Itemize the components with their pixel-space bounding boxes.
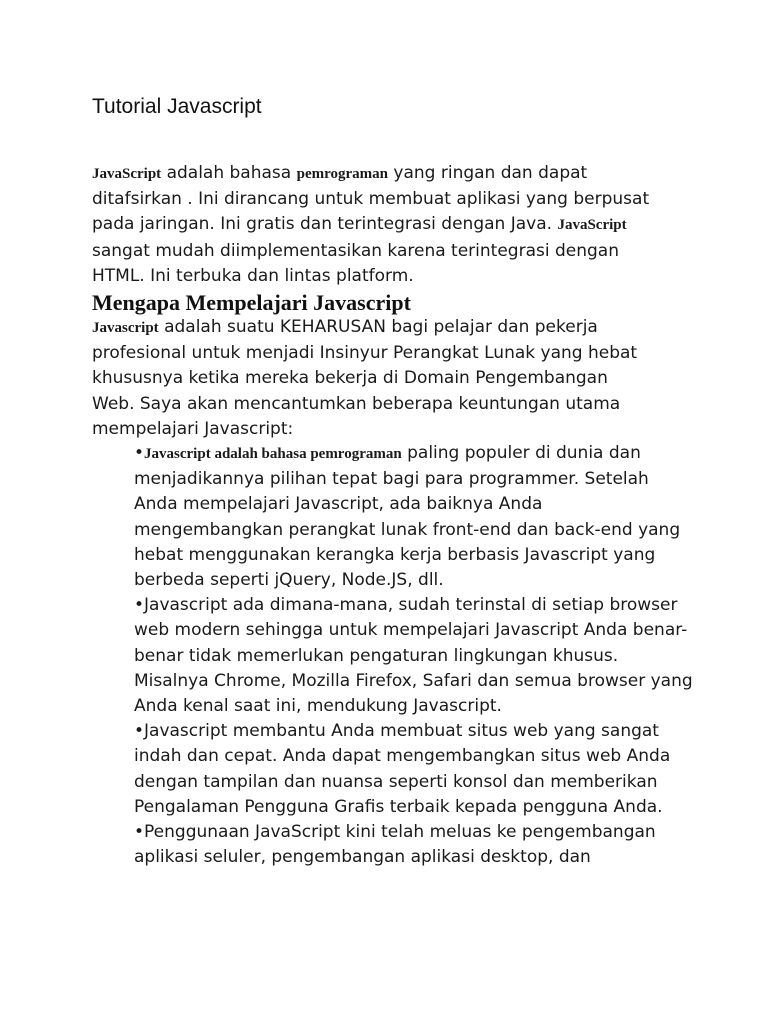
benefits-list: [134, 441, 694, 870]
intro-text-3: sangat mudah diimplementasikan karena terintegrasi dengan HTML. Ini terbuka dan lintas platform.: [92, 240, 619, 286]
bullet-marker: •: [134, 443, 145, 463]
page-title: Tutorial Javascript: [92, 95, 262, 118]
intro-text-1: adalah bahasa: [161, 163, 297, 183]
section-text: adalah suatu KEHARUSAN bagi pelajar dan pekerja profesional untuk menjadi Insinyur Perangkat Lunak yang hebat khususnya ketika mereka bekerja di Domain Pengembangan Web. Saya akan mencantumkan beberapa keuntungan utama mempelajari Javascript:: [92, 317, 638, 439]
list-item: •Penggunaan JavaScript kini telah meluas ke pengembangan aplikasi seluler, pengembangan aplikasi desktop, dan: [134, 822, 656, 868]
intro-term-pemrograman: pemrograman: [296, 166, 388, 182]
list-item: •Javascript membantu Anda membuat situs web yang sangat indah dan cepat. Anda dapat mengembangkan situs web Anda dengan tampilan dan nuansa seperti konsol dan memberikan Pengalaman Pengguna Grafis terbaik kepada pengguna Anda.: [134, 721, 671, 817]
section-heading: Mengapa Mempelajari Javascript: [92, 290, 411, 315]
section-paragraph: [92, 315, 652, 442]
bullet-text: paling populer di dunia dan menjadikannya pilihan tepat bagi para programmer. Setelah Anda mempelajari Javascript, ada baiknya Anda mengembangkan perangkat lunak front-end dan back-end yang hebat menggunakan kerangka kerja berbasis Javascript yang berbeda seperti jQuery, Node.JS, dll.: [134, 443, 681, 591]
section-term-javascript: Javascript: [92, 320, 159, 336]
intro-text-2: yang ringan dan dapat ditafsirkan . Ini dirancang untuk membuat aplikasi yang berpusat pada jaringan. Ini gratis dan terintegrasi dengan Java.: [92, 163, 650, 235]
intro-paragraph: [92, 161, 652, 289]
list-item: •Javascript ada dimana-mana, sudah terinstal di setiap browser web modern sehingga untuk mempelajari Javascript Anda benar-benar tidak memerlukan pengaturan lingkungan khusus. Misalnya Chrome, Mozilla Firefox, Safari dan semua browser yang Anda kenal saat ini, mendukung Javascript.: [134, 595, 693, 717]
intro-term-javascript: JavaScript: [92, 166, 162, 182]
list-item: [134, 441, 694, 593]
bullet-term: Javascript adalah bahasa pemrograman: [144, 446, 402, 462]
intro-term-javascript-2: JavaScript: [557, 217, 627, 234]
